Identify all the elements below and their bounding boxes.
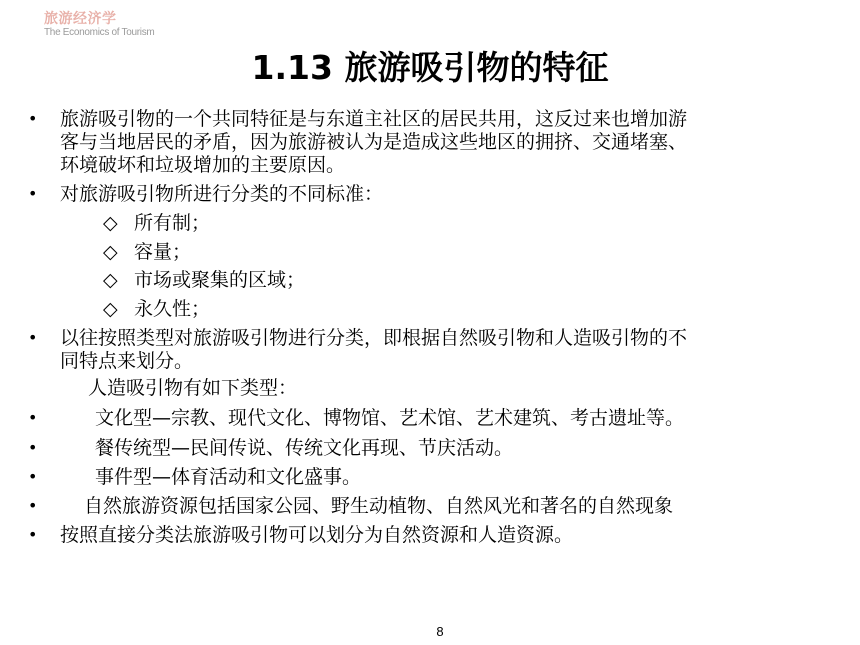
- bullet-marker: •: [28, 467, 38, 486]
- logo-english-text: The Economics of Tourism: [44, 27, 155, 38]
- bullet-item: [0, 436, 860, 460]
- bullet-marker: •: [28, 328, 38, 347]
- bullet-item: [0, 326, 860, 350]
- bullet-item: [0, 182, 860, 206]
- bullet-text: 同特点来划分。: [60, 350, 194, 372]
- bullet-item: [0, 465, 860, 489]
- bullet-marker: •: [28, 184, 38, 203]
- bullet-text: 餐传统型—民间传说、传统文化再现、节庆活动。: [95, 437, 514, 459]
- sub-item: [0, 240, 860, 264]
- diamond-icon: ◇: [103, 212, 118, 234]
- page-number: 8: [436, 624, 444, 639]
- bullet-continuation: [0, 153, 860, 177]
- bullet-marker: •: [28, 525, 38, 544]
- bullet-item: [0, 494, 860, 518]
- sub-item: [0, 297, 860, 321]
- bullet-item: [0, 523, 860, 547]
- bullet-marker: •: [28, 496, 38, 515]
- diamond-icon: ◇: [103, 298, 118, 320]
- bullet-continuation: [0, 376, 860, 400]
- bullet-text: 客与当地居民的矛盾，因为旅游被认为是造成这些地区的拥挤、交通堵塞、: [60, 131, 688, 153]
- bullet-item: [0, 406, 860, 430]
- bullet-text: 以往按照类型对旅游吸引物进行分类，即根据自然吸引物和人造吸引物的不: [60, 327, 688, 349]
- bullet-marker: •: [28, 438, 38, 457]
- sub-item-text: 市场或聚集的区域；: [134, 269, 306, 291]
- bullet-text: 文化型—宗教、现代文化、博物馆、艺术馆、艺术建筑、考古遗址等。: [95, 407, 685, 429]
- bullet-item: [0, 107, 860, 131]
- diamond-icon: ◇: [103, 241, 118, 263]
- sub-item-text: 永久性；: [134, 298, 211, 320]
- sub-item: [0, 268, 860, 292]
- bullet-text: 按照直接分类法旅游吸引物可以划分为自然资源和人造资源。: [60, 524, 574, 546]
- sub-item-text: 容量；: [134, 241, 192, 263]
- sub-item-text: 所有制；: [134, 212, 211, 234]
- bullet-text: 对旅游吸引物所进行分类的不同标准：: [60, 183, 384, 205]
- bullet-text: 旅游吸引物的一个共同特征是与东道主社区的居民共用，这反过来也增加游: [60, 108, 688, 130]
- bullet-marker: •: [28, 109, 38, 128]
- bullet-continuation: [0, 349, 860, 373]
- bullet-text: 环境破坏和垃圾增加的主要原因。: [60, 154, 346, 176]
- bullet-marker: •: [28, 408, 38, 427]
- slide-title: 1.13 旅游吸引物的特征: [251, 48, 609, 87]
- diamond-icon: ◇: [103, 269, 118, 291]
- logo-chinese-text: 旅游经济学: [44, 11, 117, 27]
- sub-item: [0, 211, 860, 235]
- bullet-text: 人造吸引物有如下类型：: [88, 377, 298, 399]
- bullet-continuation: [0, 130, 860, 154]
- bullet-text: 自然旅游资源包括国家公园、野生动植物、自然风光和著名的自然现象: [84, 495, 674, 517]
- bullet-text: 事件型—体育活动和文化盛事。: [95, 466, 362, 488]
